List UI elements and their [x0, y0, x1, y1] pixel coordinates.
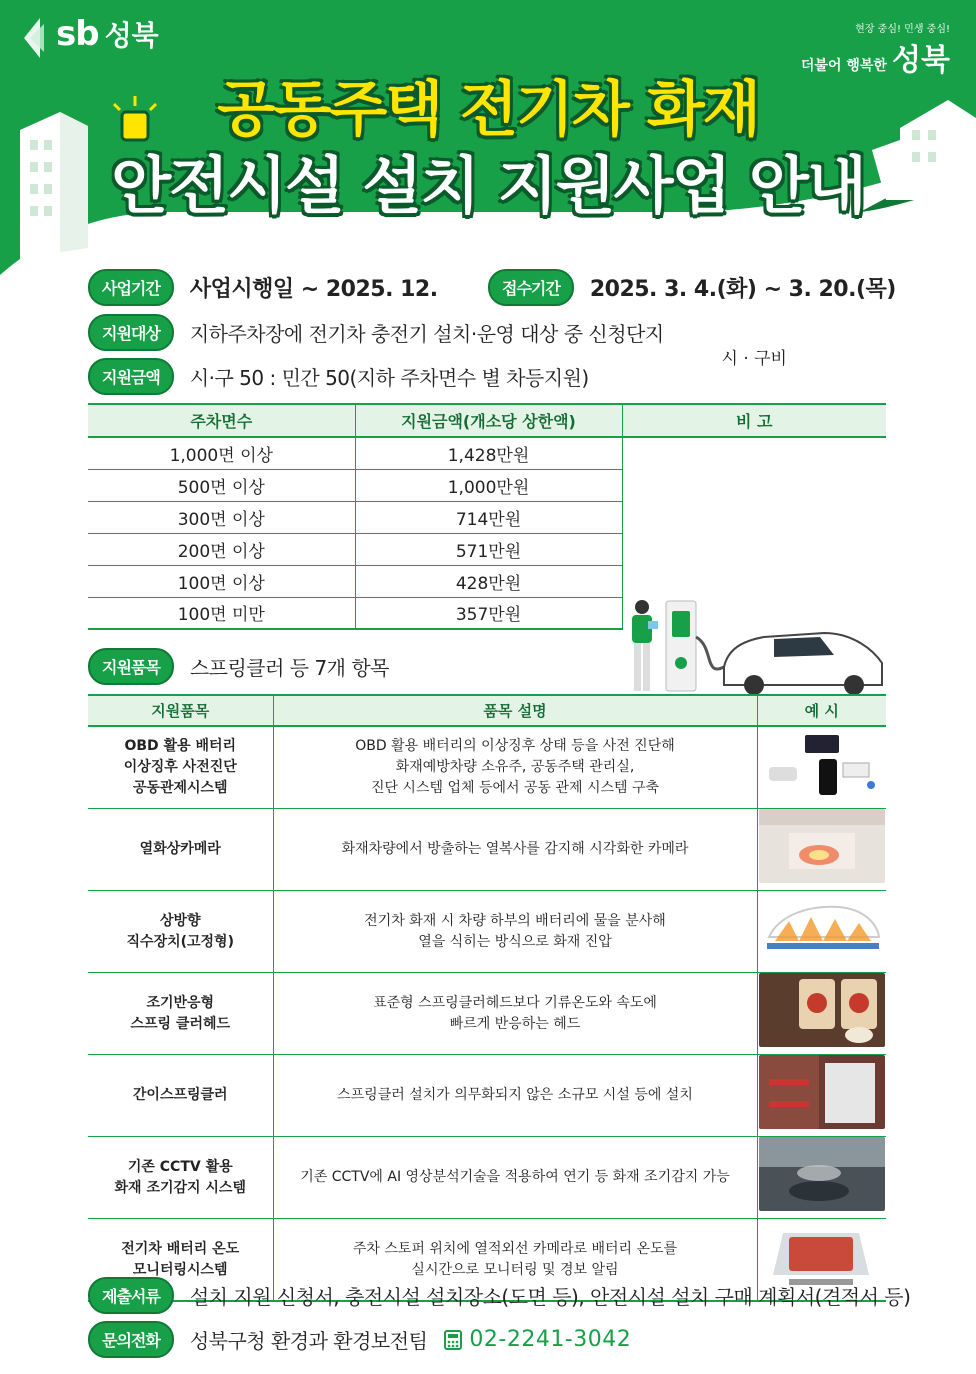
ev-charging-illustration: [624, 597, 884, 697]
spaces-cell: 1,000면 이상: [88, 437, 355, 469]
documents-row: [88, 1277, 910, 1314]
table-row: [88, 1137, 886, 1219]
spaces-cell: 500면 이상: [88, 469, 355, 501]
spaces-cell: 300면 이상: [88, 501, 355, 533]
electric-car-icon: [724, 633, 882, 695]
item-example: [757, 809, 886, 891]
amount-header-amount: 지원금액(개소당 상한액): [355, 404, 622, 437]
item-desc: 화재차량에서 방출하는 열복사를 감지해 시각화한 카메라: [273, 809, 757, 891]
logo-text: sb: [56, 14, 99, 54]
item-name: 전기차 배터리 온도 모니터링시스템: [88, 1219, 273, 1302]
item-example: [757, 891, 886, 973]
contact-phone: 02-2241-3042: [469, 1327, 632, 1352]
logo-sub: 성북: [104, 19, 159, 52]
amount-header-spaces: 주차면수: [88, 404, 355, 437]
person-icon: [632, 600, 658, 691]
items-table-header: [88, 695, 886, 726]
table-row: [88, 809, 886, 891]
slogan-small: 현장 중심! 민생 중심!: [855, 24, 950, 35]
items-table: [88, 694, 886, 1302]
documents-value: 설치 지원 신청서, 충전시설 설치장소(도면 등), 안전시설 설치 구매 계획서(견적서 등): [189, 1285, 911, 1309]
item-name: 간이스프링클러: [88, 1055, 273, 1137]
item-name: 상방향 직수장치(고정형): [88, 891, 273, 973]
item-example: [757, 726, 886, 809]
item-example: [757, 1055, 886, 1137]
table-row: [88, 891, 886, 973]
period-label: 사업기간: [88, 269, 174, 306]
slogan-big: 성북: [892, 43, 950, 78]
amount-header-note: 비 고: [622, 404, 886, 437]
item-desc: 전기차 화재 시 차량 하부의 배터리에 물을 분사해 열을 식히는 방식으로 화재 진압: [273, 891, 757, 973]
item-name: OBD 활용 배터리 이상징후 사전진단 공동관제시스템: [88, 726, 273, 809]
contact-label: 문의전화: [88, 1321, 174, 1358]
target-row: [88, 314, 664, 351]
item-name: 기존 CCTV 활용 화재 조기감지 시스템: [88, 1137, 273, 1219]
logo: [56, 14, 159, 54]
amount-cell: 1,000만원: [355, 469, 622, 501]
cctv-icon: [759, 1137, 885, 1211]
items-header-desc: 품목 설명: [273, 695, 757, 726]
header-banner: [0, 0, 976, 280]
items-header-name: 지원품목: [88, 695, 273, 726]
target-label: 지원대상: [88, 314, 174, 351]
item-desc: 표준형 스프링클러헤드보다 기류온도와 속도에 빠르게 반응하는 헤드: [273, 973, 757, 1055]
item-example: [757, 1137, 886, 1219]
item-desc: OBD 활용 배터리의 이상징후 상태 등을 사전 진단해 화재예방차량 소유주, 공동주택 관리실, 진단 시스템 업체 등에서 공동 관제 시스템 구축: [273, 726, 757, 809]
upward-spray-icon: [759, 891, 885, 965]
simple-sprinkler-icon: [759, 1055, 885, 1129]
table-row: [88, 726, 886, 809]
item-example: [757, 973, 886, 1055]
phone-icon: [443, 1329, 463, 1351]
item-name: 열화상카메라: [88, 809, 273, 891]
period-row: [88, 269, 438, 306]
amount-value: 시·구 50 : 민간 50(지하 주차면수 별 차등지원): [189, 366, 589, 390]
amount-label: 지원금액: [88, 358, 174, 395]
note-text: 시 · 구비: [721, 348, 787, 369]
spaces-cell: 200면 이상: [88, 533, 355, 565]
table-row: [88, 437, 886, 469]
item-desc: 주차 스토퍼 위치에 열적외선 카메라로 배터리 온도를 실시간으로 모니터링 및 경보 알림: [273, 1219, 757, 1302]
amount-table-header: [88, 404, 886, 437]
amount-cell: 428만원: [355, 565, 622, 597]
contact-dept: 성북구청 환경과 환경보전팀: [189, 1329, 428, 1353]
items-header-example: 예 시: [757, 695, 886, 726]
spaces-cell: 100면 이상: [88, 565, 355, 597]
amount-cell: 571만원: [355, 533, 622, 565]
spaces-cell: 100면 미만: [88, 597, 355, 629]
amount-cell: 1,428만원: [355, 437, 622, 469]
items-row: [88, 648, 389, 685]
item-desc: 기존 CCTV에 AI 영상분석기술을 적용하여 연기 등 화재 조기감지 가능: [273, 1137, 757, 1219]
apply-label: 접수기간: [488, 269, 574, 306]
amount-cell: 357만원: [355, 597, 622, 629]
table-row: [88, 973, 886, 1055]
items-label: 지원품목: [88, 648, 174, 685]
documents-label: 제출서류: [88, 1277, 174, 1314]
obd-diagram-icon: [759, 727, 885, 801]
slogan-mid: 더불어 행복한: [800, 58, 887, 74]
title-line-1: 공동주택 전기차 화재: [217, 75, 759, 145]
sprinkler-head-icon: [759, 973, 885, 1047]
target-value: 지하주차장에 전기차 충전기 설치·운영 대상 중 신청단지: [189, 322, 664, 346]
amount-cell: 714만원: [355, 501, 622, 533]
thermal-camera-icon: [759, 809, 885, 883]
apply-row: [488, 269, 896, 306]
item-desc: 스프링클러 설치가 의무화되지 않은 소규모 시설 등에 설치: [273, 1055, 757, 1137]
charger-station-icon: [666, 601, 724, 691]
period-value: 사업시행일 ~ 2025. 12.: [189, 277, 438, 302]
contact-phone-group: [443, 1327, 631, 1352]
item-name: 조기반응형 스프링 클러헤드: [88, 973, 273, 1055]
title-line-2: 안전시설 설치 지원사업 안내: [111, 149, 865, 222]
contact-row: [88, 1321, 631, 1358]
apply-value: 2025. 3. 4.(화) ~ 3. 20.(목): [589, 277, 896, 302]
table-row: [88, 1055, 886, 1137]
items-value: 스프링클러 등 7개 항목: [189, 656, 390, 680]
amount-row: [88, 358, 589, 395]
